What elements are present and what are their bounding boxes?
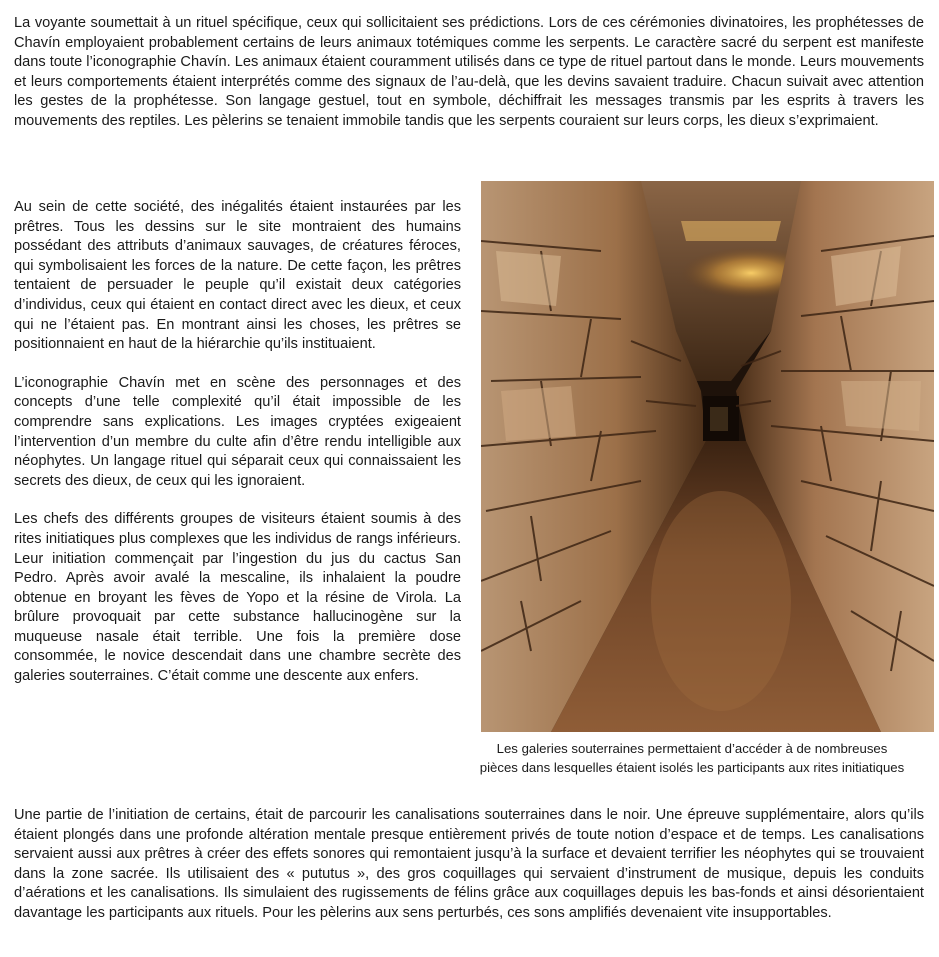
inequality-paragraph: Au sein de cette société, des inégalités étaient instaurées par les prêtres. Tous les dessins sur le site montraient des humains possédant des attributs d’animaux sauvages, de créatures féroces, qui symbolisaient les forces de la nature. De cette façon, les prêtres tentaient de persuader le peuple qu’il existait deux catégories d’individus, ceux qui étaient en contact direct avec les dieux, et ceux qui ne l’étaient pas. En montrant ainsi les choses, les prêtres se positionnaient en haut de la hiérarchie qu’ils instituaient. [14, 199, 461, 353]
gallery-photo [481, 181, 934, 732]
iconography-paragraph: L’iconographie Chavín met en scène des personnages et des concepts d’une telle complexité qu’il était impossible de les comprendre sans explications. Les images cryptées exigeaient l’intervention d’un membre du culte afin d’être rendu intelligible aux néophytes. Un langage rituel qui séparait ceux qui connaissaient les secrets des dieux, de ceux qui les ignoraient. [14, 374, 461, 489]
photo-caption [452, 740, 932, 777]
chiefs-paragraph: Les chefs des différents groupes de visiteurs étaient soumis à des rites initiatiques plus complexes que les individus de rangs inférieurs. Leur initiation commençait par l’ingestion du jus du cactus San Pedro. Après avoir avalé la mescaline, ils inhalaient la poudre obtenue en broyant les fèves de Yopo et la résine de Virola. La brûlure provoquait par cette substance hallucinogène sur la muqueuse nasale était terrible. Une fois la première dose consommée, le novice descendait dans une chambre secrète des galeries souterraines. C’était comme une descente aux enfers. [14, 511, 461, 685]
intro-paragraph: La voyante soumettait à un rituel spécifique, ceux qui sollicitaient ses prédictions. Lors de ces cérémonies divinatoires, les prophétesses de Chavín employaient probablement certains de leurs animaux totémiques comme les serpents. Le caractère sacré du serpent est manifeste dans toute l’iconographie Chavín. Les animaux étaient couramment utilisés dans ce type de rituel partout dans le monde. Leurs mouvements et leurs comportements étaient interprétés comme des signaux de l’au-delà, que les devins savaient traduire. Chacun suivait avec attention les gestes de la prophétesse. Son langage gestuel, tout en symbole, déchiffrait les messages transmis par les esprits à travers les mouvements des reptiles. Les pèlerins se tenaient immobile tandis que les serpents couraient sur leurs corps, les dieux s’exprimaient. [14, 15, 924, 129]
caption-line-1: Les galeries souterraines permettaient d’accéder à de nombreuses [496, 741, 888, 756]
outro-paragraph: Une partie de l’initiation de certains, était de parcourir les canalisations souterraines dans le noir. Une épreuve supplémentaire, alors qu’ils étaient plongés dans une profonde altération mentale presque entièrement privés de toute notion d’espace et de temps. Les canalisations servaient aussi aux prêtres à créer des effets sonores qui remontaient jusqu’à la surface et devaient terrifier les néophytes qui se trouvaient dans la zone sacrée. Ils utilisaient des « pututus », des gros coquillages qui servaient d’instrument de musique, depuis les conduits d’aérations et les canalisations. Ils simulaient des rugissements de félins grâce aux coquillages depuis les bas-fonds et ainsi désorientaient davantage les participants aux rituels. Pour les pèlerins aux sens perturbés, ces sons amplifiés devenaient vite insupportables. [14, 807, 924, 921]
caption-line-2: pièces dans lesquelles étaient isolés les participants aux rites initiatiques [479, 759, 905, 775]
left-column [14, 198, 461, 706]
